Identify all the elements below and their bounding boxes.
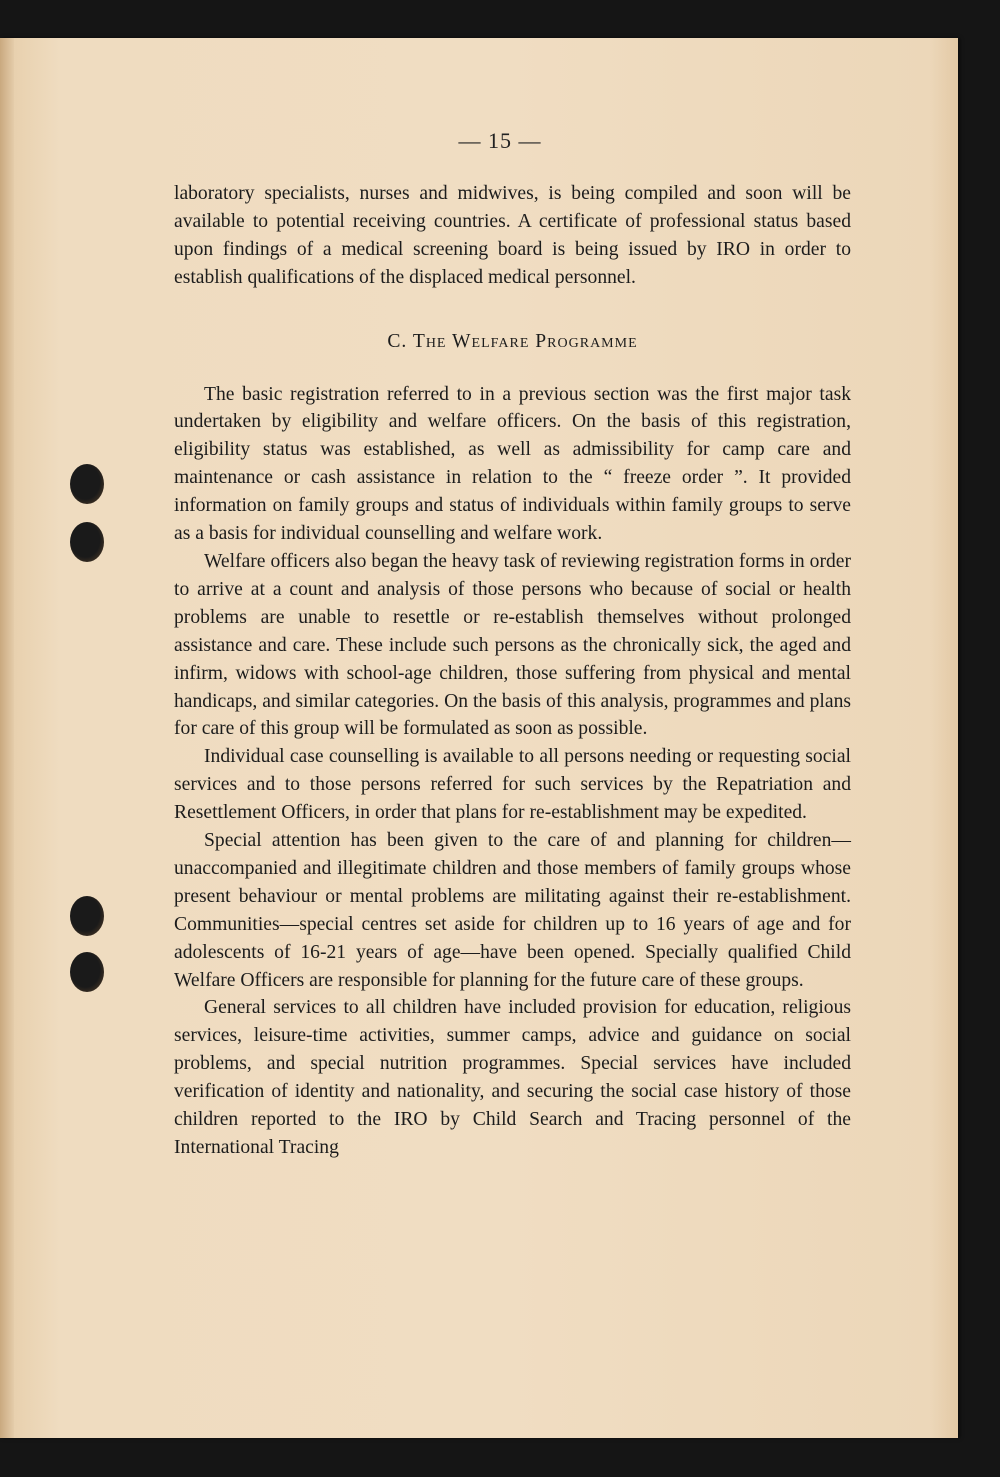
punch-hole — [70, 952, 104, 992]
punch-hole — [70, 896, 104, 936]
section-heading: C. The Welfare Programme — [387, 330, 638, 352]
punch-hole — [70, 464, 104, 504]
paragraph: Welfare officers also began the heavy task of reviewing registration forms in order to arrive at a count and analysis of those persons who because of social or health problems are unable to resettle or re-establish themselves without prolonged assistance and care. These include such persons as the chronically sick, the aged and infirm, widows with school-age children, those suffering from physical and mental handicaps, and similar categories. On the basis of this analysis, programmes and plans for care of this group will be formulated as soon as possible. — [174, 550, 851, 740]
page-number: — 15 — — [458, 128, 542, 153]
paragraph: Special attention has been given to the care of and planning for children—unaccompanied and illegitimate children and those members of family groups whose present behaviour or mental problems are militating against their re-establishment. Communities—special centres set aside for children up to 16 years of age and for adolescents of 16-21 years of age—have been opened. Specially qualified Child Welfare Officers are responsible for planning for the future care of these groups. — [174, 830, 851, 991]
punch-hole — [70, 522, 104, 562]
paragraph: General services to all children have included provision for education, religious services, leisure-time activities, summer camps, advice and guidance on social problems, and special nutrition programmes. Special services have included verification of identity and nationality, and securing the social case history of those children reported to the IRO by Child Search and Tracing personnel of the International Tracing — [174, 997, 851, 1158]
document-body — [174, 180, 851, 1162]
paragraph: The basic registration referred to in a previous section was the first major task undertaken by eligibility and welfare officers. On the basis of this registration, eligibility status was established, as well as admissibility for camp care and maintenance or cash assistance in relation to the “ freeze order ”. It provided information on family groups and status of individuals within family groups to serve as a basis for individual counselling and welfare work. — [174, 383, 851, 545]
paragraph: Individual case counselling is available to all persons needing or requesting social services and to those persons referred for such services by the Repatriation and Resettlement Officers, in order that plans for re-establishment may be expedited. — [174, 746, 851, 824]
paragraph: laboratory specialists, nurses and midwives, is being compiled and soon will be available to potential receiving countries. A certificate of professional status based upon findings of a medical screening board is being issued by IRO in order to establish qualifications of the displaced medical personnel. — [174, 183, 851, 288]
page-binding-gutter — [0, 38, 14, 1438]
